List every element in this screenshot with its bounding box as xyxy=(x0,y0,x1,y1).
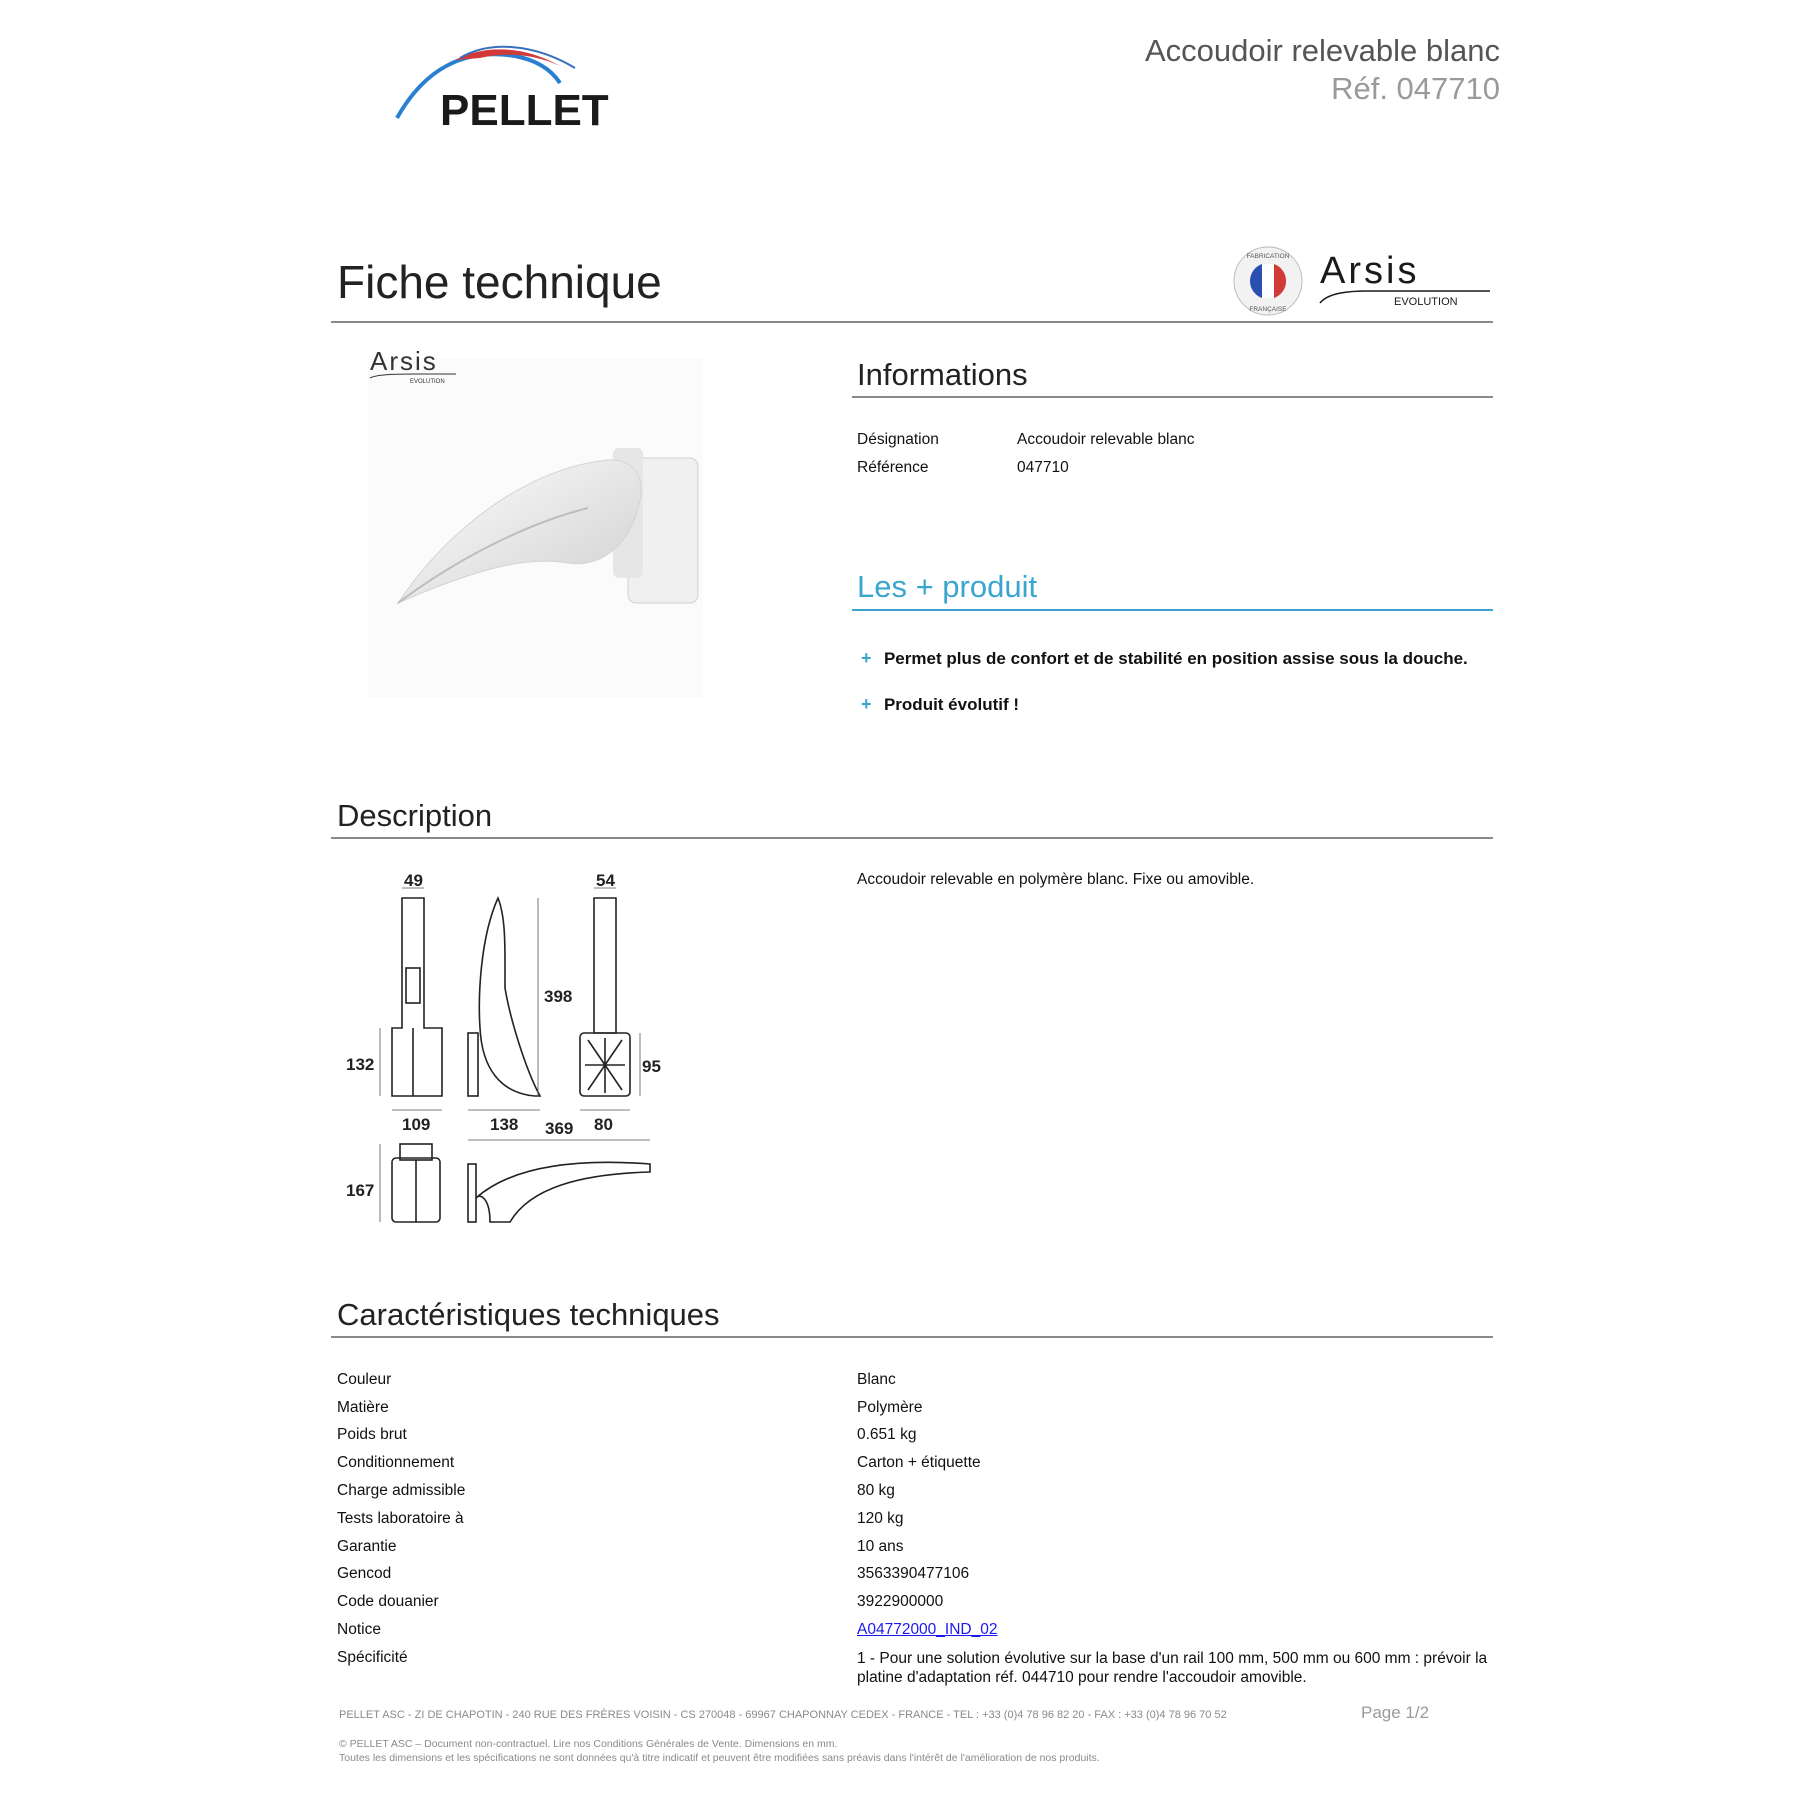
informations-rule xyxy=(852,396,1493,398)
spec-label: Spécificité xyxy=(337,1649,408,1666)
arsis-badge xyxy=(1228,245,1493,317)
plus-icon: + xyxy=(861,648,872,668)
spec-value: 3922900000 xyxy=(857,1593,944,1610)
spec-value: Blanc xyxy=(857,1371,896,1388)
pellet-logo xyxy=(385,38,650,138)
les-plus-rule xyxy=(852,609,1493,611)
page-number: Page 1/2 xyxy=(1361,1703,1430,1722)
informations-heading: Informations xyxy=(857,357,1028,392)
reference-value: 047710 xyxy=(1017,459,1069,476)
plus-item-text: Produit évolutif ! xyxy=(883,695,1020,714)
plus-item-1 xyxy=(861,648,1468,669)
arsis-brand-sub: EVOLUTION xyxy=(1394,296,1458,308)
description-heading: Description xyxy=(337,798,493,833)
spec-value: 1 - Pour une solution évolutive sur la base d'un rail 100 mm, 500 mm ou 600 mm : prévoir la platine d'adaptation réf. 044710 pour rendre l'accoudoir amovible. xyxy=(857,1650,1488,1686)
image-arsis-sub: EVOLUTION xyxy=(410,379,445,385)
plus-icon: + xyxy=(861,694,872,714)
plus-item-2 xyxy=(861,694,1019,715)
dim-49: 49 xyxy=(404,871,423,890)
page-title: Fiche technique xyxy=(337,256,662,308)
les-plus-heading: Les + produit xyxy=(857,569,1038,604)
spec-value: Carton + étiquette xyxy=(857,1454,981,1471)
image-arsis-text: Arsis xyxy=(370,348,438,376)
spec-label: Poids brut xyxy=(337,1426,407,1443)
dim-109: 109 xyxy=(402,1115,431,1134)
footer-address: PELLET ASC - ZI DE CHAPOTIN - 240 RUE DES FRÈRES VOISIN - CS 270048 - 69967 CHAPONNAY CEDEX - FRANCE - TEL : +33 (0)4 78 96 82 20 - FAX : +33 (0)4 78 96 70 52 xyxy=(339,1709,1227,1721)
caracteristiques-rule xyxy=(331,1336,1493,1338)
caracteristiques-heading: Caractéristiques techniques xyxy=(337,1297,720,1332)
notice-link[interactable]: A04772000_IND_02 xyxy=(857,1621,998,1638)
product-ref: Réf. 047710 xyxy=(1331,71,1500,106)
plus-item-text: Permet plus de confort et de stabilité en position assise sous la douche. xyxy=(883,649,1468,668)
arsis-brand: Arsis xyxy=(1320,250,1420,292)
spec-value: 10 ans xyxy=(857,1538,904,1555)
description-text: Accoudoir relevable en polymère blanc. Fixe ou amovible. xyxy=(857,871,1255,888)
dim-398: 398 xyxy=(544,987,573,1006)
spec-value: Polymère xyxy=(857,1399,923,1416)
footer-legal-1: © PELLET ASC – Document non-contractuel. Lire nos Conditions Générales de Vente. Dimensions en mm. xyxy=(339,1738,838,1750)
designation-label: Désignation xyxy=(857,431,939,448)
pellet-logo-text: PELLET xyxy=(440,86,609,135)
description-rule xyxy=(331,837,1493,839)
badge-top-text: FABRICATION xyxy=(1246,253,1290,260)
dim-95: 95 xyxy=(642,1057,661,1076)
footer-legal-2: Toutes les dimensions et les spécifications ne sont données qu'à titre indicatif et peuvent être modifiées sans préavis dans l'intérêt de l'amélioration de nos produits. xyxy=(339,1752,1100,1764)
footer-legal xyxy=(339,1737,1100,1765)
spec-value: 80 kg xyxy=(857,1482,895,1499)
spec-label: Gencod xyxy=(337,1565,392,1582)
product-image xyxy=(358,348,708,703)
spec-value: 120 kg xyxy=(857,1510,904,1527)
product-title: Accoudoir relevable blanc xyxy=(1145,33,1500,68)
spec-label: Charge admissible xyxy=(337,1482,466,1499)
dim-132: 132 xyxy=(346,1055,375,1074)
dim-54: 54 xyxy=(596,871,615,890)
dim-138: 138 xyxy=(490,1115,519,1134)
spec-label: Matière xyxy=(337,1399,389,1416)
technical-drawing xyxy=(340,868,670,1243)
spec-value: 3563390477106 xyxy=(857,1565,970,1582)
spec-label: Couleur xyxy=(337,1371,392,1388)
badge-bottom-text: FRANÇAISE xyxy=(1249,306,1287,313)
designation-value: Accoudoir relevable blanc xyxy=(1017,431,1195,448)
title-rule xyxy=(331,321,1493,323)
spec-label: Tests laboratoire à xyxy=(337,1510,464,1527)
spec-label: Garantie xyxy=(337,1538,397,1555)
spec-label: Notice xyxy=(337,1621,381,1638)
dim-80: 80 xyxy=(594,1115,613,1134)
dim-369: 369 xyxy=(545,1119,574,1138)
reference-label: Référence xyxy=(857,459,929,476)
dim-167: 167 xyxy=(346,1181,375,1200)
spec-label: Code douanier xyxy=(337,1593,439,1610)
spec-value: 0.651 kg xyxy=(857,1426,917,1443)
spec-label: Conditionnement xyxy=(337,1454,455,1471)
